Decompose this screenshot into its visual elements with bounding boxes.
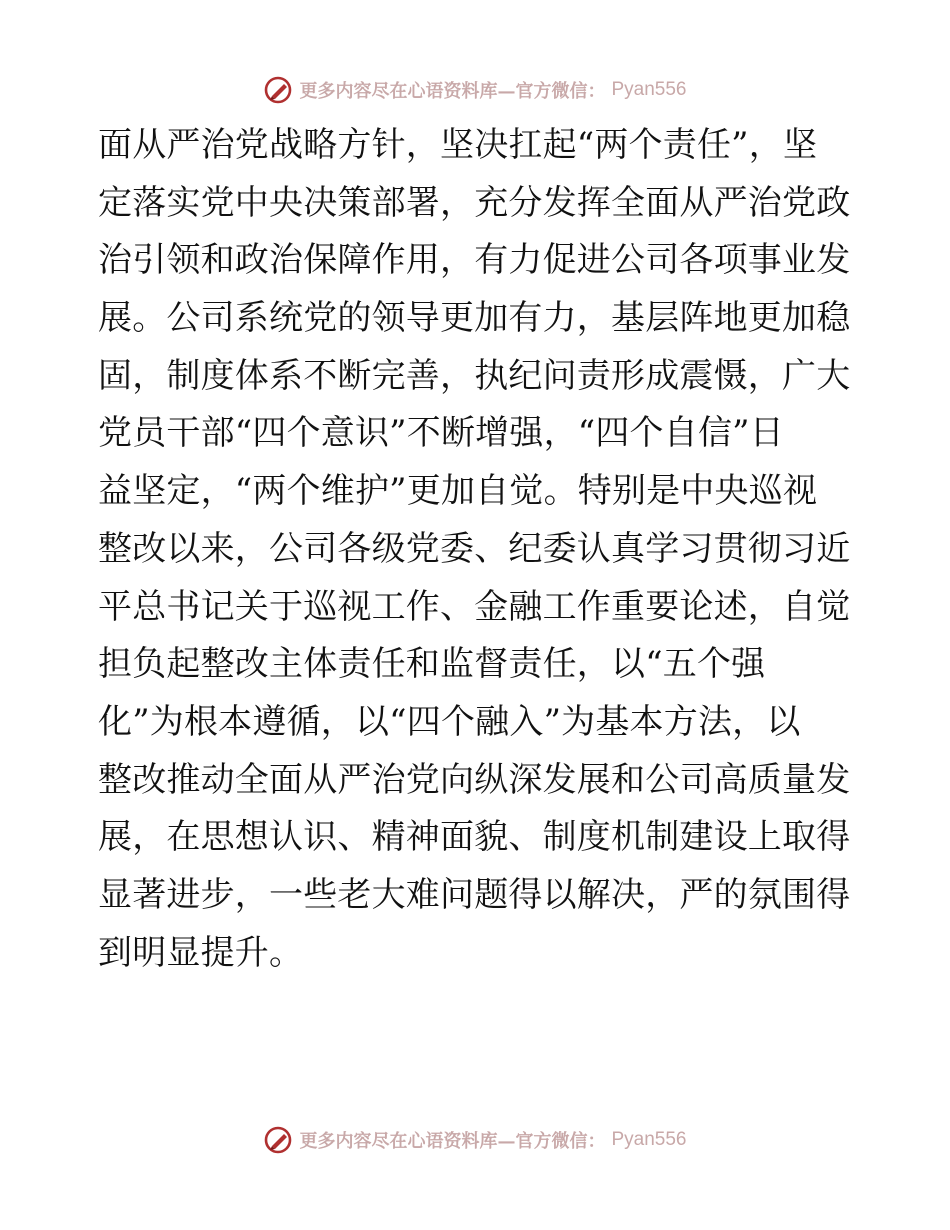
text-line: 固，制度体系不断完善，执纪问责形成震慑，广大	[98, 355, 851, 396]
text-line: 化”为根本遵循，以“四个融入”为基本方法，以	[98, 701, 801, 742]
watermark-wechat-id: Pyan556	[611, 79, 687, 100]
text-line: 面从严治党战略方针，坚决扛起“两个责任”，坚	[98, 125, 818, 165]
header-watermark	[0, 73, 950, 107]
text-line: 展，在思想认识、精神面貌、制度机制建设上取得	[98, 817, 851, 858]
text-line: 显著进步，一些老大难问题得以解决，严的氛围得	[98, 874, 851, 915]
watermark-wechat-id: Pyan556	[611, 1129, 687, 1150]
text-line: 党员干部“四个意识”不断增强，“四个自信”日	[98, 413, 784, 454]
text-line: 到明显提升。	[98, 932, 304, 973]
text-line: 平总书记关于巡视工作、金融工作重要论述，自觉	[98, 586, 851, 627]
text-line: 整改以来，公司各级党委、纪委认真学习贯彻习近	[98, 528, 851, 569]
text-line: 担负起整改主体责任和监督责任，以“五个强	[98, 644, 766, 685]
text-line: 展。公司系统党的领导更加有力，基层阵地更加稳	[98, 298, 851, 339]
footer-watermark	[0, 1123, 950, 1157]
text-line: 益坚定，“两个维护”更加自觉。特别是中央巡视	[98, 471, 818, 512]
text-line: 定落实党中央决策部署，充分发挥全面从严治党政	[98, 182, 851, 223]
document-body	[98, 117, 852, 982]
pen-logo-icon	[263, 1125, 293, 1155]
text-line: 治引领和政治保障作用，有力促进公司各项事业发	[98, 240, 851, 281]
pen-logo-icon	[263, 75, 293, 105]
watermark-text: 更多内容尽在心语资料库—官方微信：	[299, 1131, 606, 1152]
watermark-text: 更多内容尽在心语资料库—官方微信：	[299, 81, 606, 102]
text-line: 整改推动全面从严治党向纵深发展和公司高质量发	[98, 759, 851, 800]
